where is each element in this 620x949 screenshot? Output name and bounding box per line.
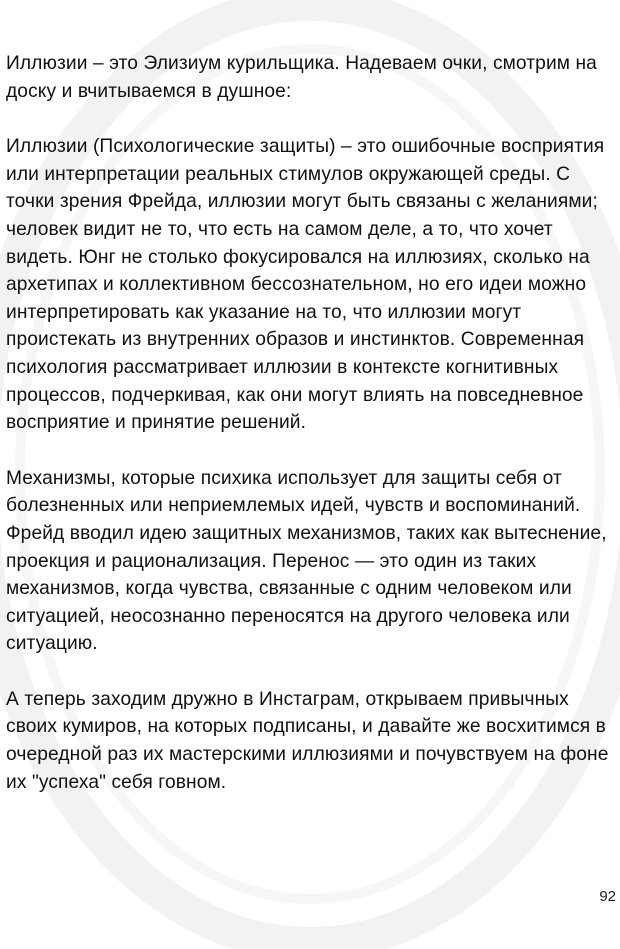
paragraph-instagram: А теперь заходим дружно в Инстаграм, открываем привычных своих кумиров, на которых подписаны, и давайте же восхитимся в очередной раз их мастерскими иллюзиями и почувствуем на фоне их "успеха" себя говном. (6, 688, 609, 793)
document-body (6, 50, 614, 824)
paragraph-intro: Иллюзии – это Элизиум курильщика. Надеваем очки, смотрим на доску и вчитываемся в душное: (6, 53, 597, 102)
paragraph-illusions-definition: Иллюзии (Психологические защиты) – это ошибочные восприятия или интерпретации реальных стимулов окружающей среды. С точки зрения Фрейда, иллюзии могут быть связаны с желаниями; человек видит не то, что есть на самом деле, а то, что хочет видеть. Юнг не столько фокусировался на иллюзиях, сколько на архетипах и коллективном бессознательном, но его идеи можно интерпретировать как указание на то, что иллюзии могут проистекать из внутренних образов и инстинктов. Современная психология рассматривает иллюзии в контексте когнитивных процессов, подчеркивая, как они могут влиять на повседневное восприятие и принятие решений. (6, 136, 605, 434)
page-number: 92 (599, 888, 616, 905)
paragraph-defense-mechanisms: Механизмы, которые психика использует для защиты себя от болезненных или неприемлемых идей, чувств и воспоминаний. Фрейд вводил идею защитных механизмов, таких как вытеснение, проекция и рационализация. Перенос — это один из таких механизмов, когда чувства, связанные с одним человеком или ситуацией, неосознанно переносятся на другого человека или ситуацию. (6, 467, 607, 655)
